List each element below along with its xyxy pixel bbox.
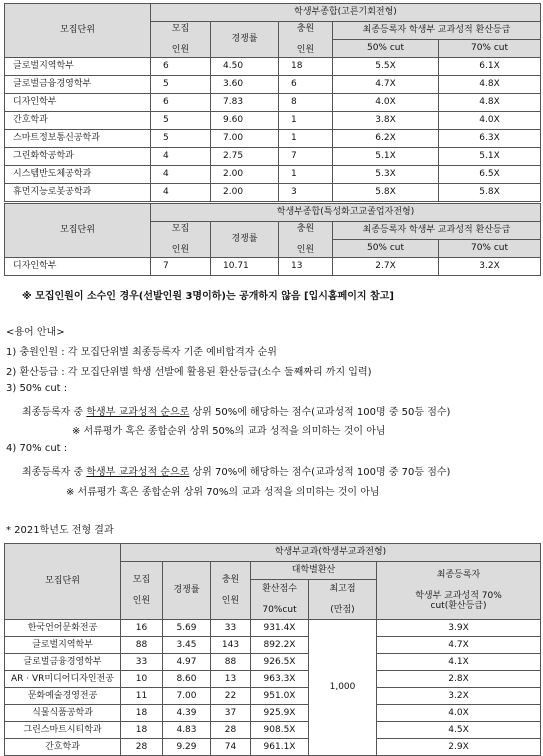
final-grade-cell: 4.7X	[377, 637, 541, 654]
unit-name-cell: 식물식품공학과	[5, 705, 121, 722]
converted-score-cell: 931.4X	[251, 620, 309, 637]
glossary-item-2: 2) 환산등급 : 각 모집단위별 학생 선발에 활용된 환산등급(소수 둘째짜리 까지 입력)	[6, 367, 372, 378]
final-grade-cell: 2.8X	[377, 671, 541, 688]
rate-cell: 4.83	[163, 722, 211, 739]
glossary-item-4-body: 최종등록자 중 학생부 교과성적 순으로 상위 70%에 해당하는 점수(교과성적 100명 중 70등 점수)	[22, 467, 451, 478]
waitlist-cell: 1	[279, 130, 333, 148]
disclosure-note: ※ 모집인원이 소수인 경우(선발인원 3명이하)는 공개하지 않음 [입시홈페이지 참고]	[22, 291, 394, 302]
glossary-heading: <용어 안내>	[6, 327, 65, 338]
rate-cell: 2.00	[211, 166, 279, 184]
converted-score-cell: 908.5X	[251, 722, 309, 739]
cut50-cell: 4.7X	[333, 76, 439, 94]
quota-cell: 4	[151, 148, 211, 166]
table-row	[5, 688, 541, 705]
table-row	[5, 654, 541, 671]
table-row	[5, 620, 541, 637]
cut50-cell: 4.0X	[333, 94, 439, 112]
waitlist-cell: 3	[279, 184, 333, 202]
cut50-cell: 6.2X	[333, 130, 439, 148]
converted-score-cell: 926.5X	[251, 654, 309, 671]
waitlist-cell: 7	[279, 148, 333, 166]
header-university-conversion: 대학별환산	[251, 562, 377, 580]
table-row	[5, 112, 541, 130]
waitlist-cell: 28	[211, 722, 251, 739]
header-waitlist: 충원 인원	[279, 222, 333, 258]
table-title: 학생부종합(특성화고교졸업자전형)	[151, 204, 541, 222]
cut70-cell: 4.8X	[439, 76, 541, 94]
table-row	[5, 58, 541, 76]
table-title: 학생부교과(학생부교과전형)	[121, 544, 541, 562]
quota-cell: 88	[121, 637, 163, 654]
rate-cell: 2.75	[211, 148, 279, 166]
glossary-item-3-note: ※ 서류평가 혹은 종합순위 상위 50%의 교과 성적을 의미하는 것이 아님	[72, 426, 386, 437]
header-70-cut: 70% cut	[439, 40, 541, 58]
rate-cell: 7.00	[211, 130, 279, 148]
unit-name-cell: 한국언어문화전공	[5, 620, 121, 637]
unit-name-cell: 스마트정보통신공학과	[5, 130, 151, 148]
converted-score-cell: 951.0X	[251, 688, 309, 705]
cut70-cell: 6.1X	[439, 58, 541, 76]
waitlist-cell: 8	[279, 94, 333, 112]
quota-cell: 10	[121, 671, 163, 688]
unit-name-cell: 간호학과	[5, 112, 151, 130]
header-converted-score: 환산점수 70%cut	[251, 580, 309, 620]
cut70-cell: 4.0X	[439, 112, 541, 130]
final-grade-cell: 4.1X	[377, 654, 541, 671]
cut50-cell: 2.7X	[333, 258, 439, 276]
header-quota: 모집 인원	[151, 22, 211, 58]
table-row	[5, 148, 541, 166]
table-2021-results	[4, 543, 541, 756]
final-grade-cell: 3.2X	[377, 688, 541, 705]
waitlist-cell: 143	[211, 637, 251, 654]
rate-cell: 4.39	[163, 705, 211, 722]
unit-name-cell: 그린스마트시티학과	[5, 722, 121, 739]
table-row	[5, 637, 541, 654]
unit-name-cell: 글로벌지역학부	[5, 637, 121, 654]
header-70-cut: 70% cut	[439, 240, 541, 258]
cut70-cell: 4.8X	[439, 94, 541, 112]
rate-cell: 7.00	[163, 688, 211, 705]
cut70-cell: 6.3X	[439, 130, 541, 148]
final-grade-cell: 4.5X	[377, 722, 541, 739]
quota-cell: 7	[151, 258, 211, 276]
converted-score-cell: 961.1X	[251, 739, 309, 756]
converted-score-cell: 925.9X	[251, 705, 309, 722]
quota-cell: 18	[121, 722, 163, 739]
table-row	[5, 671, 541, 688]
rate-cell: 2.00	[211, 184, 279, 202]
max-score-cell: 1,000	[309, 620, 377, 756]
header-quota: 모집 인원	[121, 562, 163, 620]
waitlist-cell: 37	[211, 705, 251, 722]
header-rate: 경쟁률	[211, 222, 279, 258]
header-waitlist: 충원 인원	[211, 562, 251, 620]
unit-name-cell: 디자인학부	[5, 94, 151, 112]
unit-name-cell: 휴먼지능로봇공학과	[5, 184, 151, 202]
quota-cell: 6	[151, 58, 211, 76]
rate-cell: 9.29	[163, 739, 211, 756]
unit-name-cell: 문화예술경영전공	[5, 688, 121, 705]
header-final-registrant: 최종등록자 학생부 교과성적 70% cut(환산등급)	[377, 562, 541, 620]
rate-cell: 3.60	[211, 76, 279, 94]
header-rate: 경쟁률	[163, 562, 211, 620]
header-grade: 최종등록자 학생부 교과성적 환산등급	[333, 222, 541, 240]
table-row	[5, 76, 541, 94]
quota-cell: 5	[151, 76, 211, 94]
glossary-item-4-title: 4) 70% cut :	[6, 443, 68, 454]
table-high-opportunity	[4, 3, 541, 202]
rate-cell: 4.97	[163, 654, 211, 671]
unit-name-cell: 글로벌지역학부	[5, 58, 151, 76]
header-50-cut: 50% cut	[333, 40, 439, 58]
rate-cell: 9.60	[211, 112, 279, 130]
unit-name-cell: 글로벌금융경영학부	[5, 76, 151, 94]
quota-cell: 5	[151, 130, 211, 148]
header-quota: 모집 인원	[151, 222, 211, 258]
header-50-cut: 50% cut	[333, 240, 439, 258]
cut50-cell: 5.1X	[333, 148, 439, 166]
cut70-cell: 5.1X	[439, 148, 541, 166]
cut70-cell: 3.2X	[439, 258, 541, 276]
waitlist-cell: 74	[211, 739, 251, 756]
quota-cell: 5	[151, 112, 211, 130]
unit-name-cell: 간호학과	[5, 739, 121, 756]
cut50-cell: 3.8X	[333, 112, 439, 130]
header-unit: 모집단위	[5, 4, 151, 58]
unit-name-cell: 시스템반도체공학과	[5, 166, 151, 184]
waitlist-cell: 1	[279, 166, 333, 184]
table-row	[5, 258, 541, 276]
rate-cell: 4.50	[211, 58, 279, 76]
table-vocational	[4, 203, 541, 276]
table-row	[5, 184, 541, 202]
waitlist-cell: 88	[211, 654, 251, 671]
unit-name-cell: AR · VR미디어디자인전공	[5, 671, 121, 688]
quota-cell: 6	[151, 94, 211, 112]
final-grade-cell: 2.9X	[377, 739, 541, 756]
final-grade-cell: 4.0X	[377, 705, 541, 722]
table-row	[5, 94, 541, 112]
header-rate: 경쟁률	[211, 22, 279, 58]
quota-cell: 33	[121, 654, 163, 671]
final-grade-cell: 3.9X	[377, 620, 541, 637]
cut70-cell: 6.5X	[439, 166, 541, 184]
header-unit: 모집단위	[5, 204, 151, 258]
waitlist-cell: 22	[211, 688, 251, 705]
rate-cell: 5.69	[163, 620, 211, 637]
table-row	[5, 705, 541, 722]
table-row	[5, 130, 541, 148]
table-row	[5, 722, 541, 739]
table-row	[5, 166, 541, 184]
quota-cell: 28	[121, 739, 163, 756]
waitlist-cell: 13	[211, 671, 251, 688]
rate-cell: 3.45	[163, 637, 211, 654]
quota-cell: 18	[121, 705, 163, 722]
header-waitlist: 충원 인원	[279, 22, 333, 58]
rate-cell: 7.83	[211, 94, 279, 112]
waitlist-cell: 6	[279, 76, 333, 94]
unit-name-cell: 그린화학공학과	[5, 148, 151, 166]
glossary-item-1: 1) 충원인원 : 각 모집단위별 최종등록자 기준 예비합격자 순위	[6, 347, 277, 358]
cut70-cell: 5.8X	[439, 184, 541, 202]
table-title: 학생부종합(고른기회전형)	[151, 4, 541, 22]
waitlist-cell: 33	[211, 620, 251, 637]
rate-cell: 8.60	[163, 671, 211, 688]
section-2021-heading: * 2021학년도 전형 결과	[6, 525, 114, 536]
cut50-cell: 5.5X	[333, 58, 439, 76]
header-grade: 최종등록자 학생부 교과성적 환산등급	[333, 22, 541, 40]
glossary-item-3-title: 3) 50% cut :	[6, 383, 68, 394]
cut50-cell: 5.8X	[333, 184, 439, 202]
glossary-item-4-note: ※ 서류평가 혹은 종합순위 상위 70%의 교과 성적을 의미하는 것이 아님	[66, 487, 380, 498]
waitlist-cell: 13	[279, 258, 333, 276]
header-unit: 모집단위	[5, 544, 121, 620]
header-max-score: 최고점 (만점)	[309, 580, 377, 620]
converted-score-cell: 963.3X	[251, 671, 309, 688]
quota-cell: 11	[121, 688, 163, 705]
quota-cell: 4	[151, 184, 211, 202]
unit-name-cell: 디자인학부	[5, 258, 151, 276]
quota-cell: 16	[121, 620, 163, 637]
cut50-cell: 5.3X	[333, 166, 439, 184]
rate-cell: 10.71	[211, 258, 279, 276]
waitlist-cell: 1	[279, 112, 333, 130]
waitlist-cell: 18	[279, 58, 333, 76]
glossary-item-3-body: 최종등록자 중 학생부 교과성적 순으로 상위 50%에 해당하는 점수(교과성적 100명 중 50등 점수)	[22, 407, 451, 418]
quota-cell: 4	[151, 166, 211, 184]
converted-score-cell: 892.2X	[251, 637, 309, 654]
unit-name-cell: 글로벌금융경영학부	[5, 654, 121, 671]
table-row	[5, 739, 541, 756]
